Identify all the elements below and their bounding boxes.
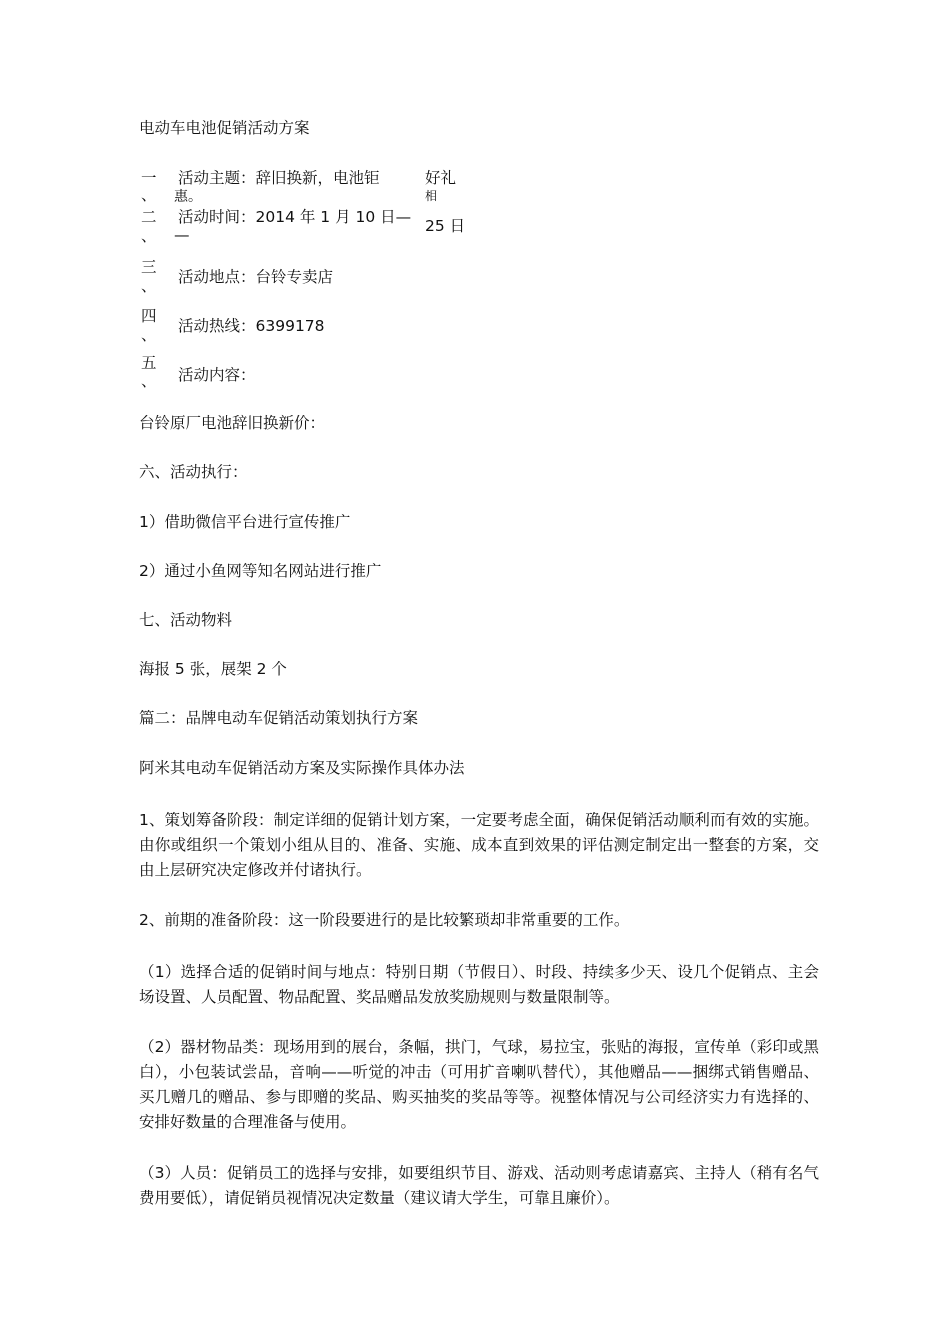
item-3-text: 活动地点：台铃专卖店	[178, 268, 334, 286]
part-two-heading: 篇二：品牌电动车促销活动策划执行方案	[139, 709, 419, 727]
item-5-number: 五	[141, 354, 157, 372]
item-1-number: 一	[141, 169, 157, 187]
paragraph-equipment: （2）器材物品类：现场用到的展台，条幅，拱门，气球，易拉宝，张贴的海报，宣传单（彩印或黑白），小包装试尝品，音响——听觉的冲击（可用扩音喇叭替代），其他赠品——捆绑式销售赠品、买几赠几的赠品、参与即赠的奖品、购买抽奖的奖品等等。视整体情况与公司经济实力有选择的、安排好数量的合理准备与使用。	[139, 1038, 819, 1131]
paragraph-time-place: （1）选择合适的促销时间与地点：特别日期（节假日）、时段、持续多少天、设几个促销点、主会场设置、人员配置、物品配置、奖品赠品发放奖励规则与数量限制等。	[139, 963, 819, 1006]
item-1-text: 活动主题：辞旧换新，电池钜	[178, 169, 380, 187]
paragraph-preparation-stage: 2、前期的准备阶段：这一阶段要进行的是比较繁琐却非常重要的工作。	[139, 911, 630, 929]
paragraph-websites: 2）通过小鱼网等知名网站进行推广	[139, 562, 382, 580]
paragraph-wechat: 1）借助微信平台进行宣传推广	[139, 513, 351, 531]
paragraph-materials: 海报 5 张，展架 2 个	[139, 660, 287, 678]
item-1-text-cont: 惠。	[174, 189, 202, 205]
section-six-heading: 六、活动执行：	[139, 463, 248, 481]
item-2-side: 25 日	[425, 217, 466, 235]
item-1-number-mark: 、	[141, 186, 157, 204]
item-3-number: 三	[141, 258, 157, 276]
item-2-number: 二	[141, 208, 157, 226]
part-two-subtitle: 阿米其电动车促销活动方案及实际操作具体办法	[139, 759, 465, 777]
item-4-number: 四	[141, 307, 157, 325]
item-2-text-cont: —	[174, 226, 190, 244]
item-5-number-mark: 、	[141, 372, 157, 390]
item-3-number-mark: 、	[141, 277, 157, 295]
paragraph-staff: （3）人员：促销员工的选择与安排，如要组织节目、游戏、活动则考虑请嘉宾、主持人（稍有名气费用要低），请促销员视情况决定数量（建议请大学生，可靠且廉价）。	[139, 1164, 819, 1207]
item-1-side-cont: 相	[425, 189, 438, 203]
item-1-side: 好礼	[425, 169, 457, 187]
item-4-text: 活动热线：6399178	[178, 317, 325, 335]
item-2-number-mark: 、	[141, 227, 157, 245]
item-2-text: 活动时间：2014 年 1 月 10 日—	[178, 208, 412, 226]
paragraph-planning-stage: 1、策划筹备阶段：制定详细的促销计划方案，一定要考虑全面，确保促销活动顺利而有效的实施。由你或组织一个策划小组从目的、准备、实施、成本直到效果的评估测定制定出一整套的方案，交由上层研究决定修改并付诸执行。	[139, 811, 819, 879]
section-seven-heading: 七、活动物料	[139, 611, 233, 629]
item-4-number-mark: 、	[141, 326, 157, 344]
paragraph-battery-price: 台铃原厂电池辞旧换新价：	[139, 414, 326, 432]
doc-title: 电动车电池促销活动方案	[139, 119, 310, 137]
item-5-text: 活动内容：	[178, 366, 256, 384]
